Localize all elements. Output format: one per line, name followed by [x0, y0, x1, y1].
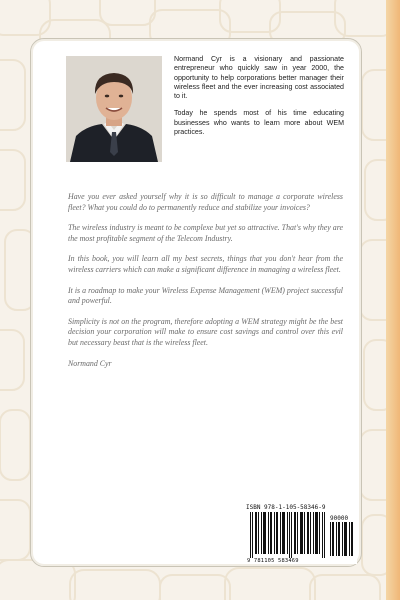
blurb-paragraph: Simplicity is not on the program, therefore adopting a WEM strategy might be the best decision your corporation will make to ensure cost savings and control over this evil but necessary beast that is the wireless fleet.	[68, 316, 343, 347]
barcode-addon: 90000	[330, 515, 349, 522]
blurb-paragraph: In this book, you will learn all my best secrets, things that you don't hear from the wireless carriers which can make a significant difference in managing a wireless fleet.	[68, 254, 343, 274]
author-bio	[174, 55, 344, 145]
blurb	[68, 192, 343, 379]
author-bio-paragraph: Normand Cyr is a visionary and passionate entrepreneur who quickly saw in year 2000, the opportunity to help corporations better manager their wireless fleet and the ever increasing cost associated to it.	[174, 55, 344, 101]
author-portrait-icon	[66, 56, 162, 162]
spine-edge	[386, 0, 400, 600]
ean-digits: 9 781105 583469	[247, 558, 299, 564]
isbn-label: ISBN 978-1-105-58346-9	[246, 504, 326, 511]
blurb-paragraph: Have you ever asked yourself why it is so difficult to manage a corporate wireless fleet? What you could do to permanently reduce and stabilize your invoices?	[68, 192, 343, 212]
author-bio-paragraph: Today he spends most of his time educating businesses who wants to learn more about WEM practices.	[174, 109, 344, 137]
blurb-paragraph: It is a roadmap to make your Wireless Expense Management (WEM) project successful and powerful.	[68, 285, 343, 306]
author-signature: Normand Cyr	[68, 358, 112, 368]
author-photo	[66, 56, 162, 162]
blurb-paragraph: The wireless industry is meant to be complexe but yet so attractive. That's why they are the most profitable segment of the Telecom Industry.	[68, 223, 343, 243]
